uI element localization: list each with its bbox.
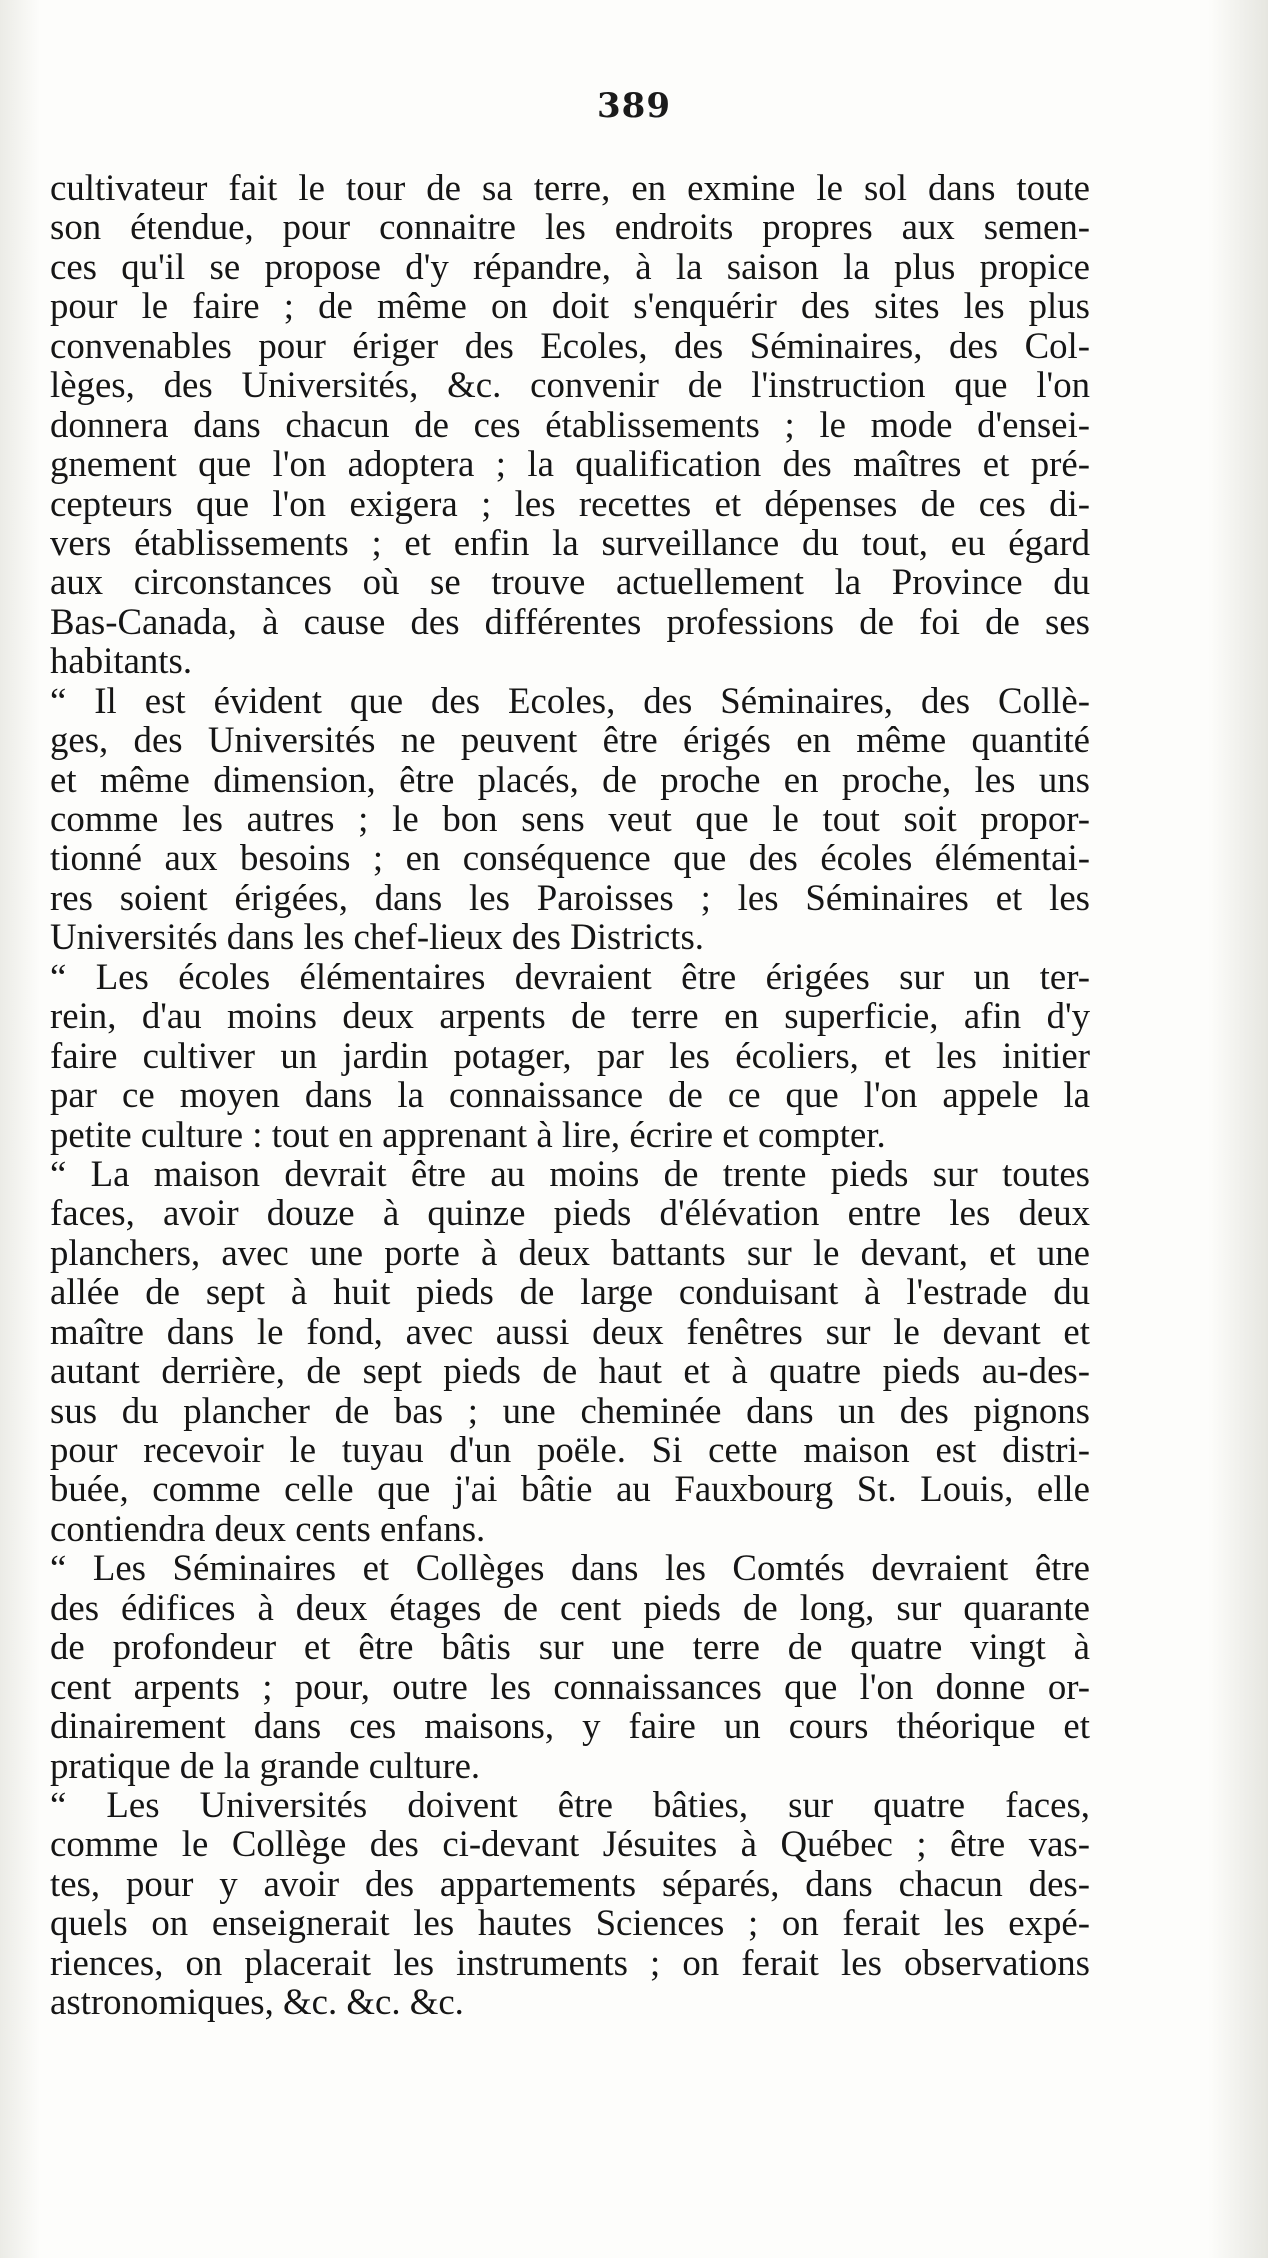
paper-shadow-left: [0, 0, 40, 2258]
text-line: pour le faire ; de même on doit s'enquérir des sites les plus: [50, 285, 1090, 327]
text-line: maître dans le fond, avec aussi deux fenêtres sur le devant et: [50, 1310, 1090, 1352]
text-line: habitants.: [50, 640, 193, 682]
text-line: donnera dans chacun de ces établissements ; le mode d'ensei-: [50, 403, 1090, 445]
paragraph: [50, 168, 1090, 681]
text-line: buée, comme celle que j'ai bâtie au Fauxbourg St. Louis, elle: [50, 1468, 1090, 1510]
text-line: de profondeur et être bâtis sur une terre de quatre vingt à: [50, 1626, 1090, 1668]
paragraph: [50, 1785, 1090, 2022]
text-line: “ Les Universités doivent être bâties, sur quatre faces,: [50, 1783, 1090, 1825]
text-line: allée de sept à huit pieds de large conduisant à l'estrade du: [50, 1271, 1090, 1313]
text-line: faire cultiver un jardin potager, par les écoliers, et les initier: [50, 1034, 1090, 1076]
paragraph: [50, 1154, 1090, 1548]
text-line: comme le Collège des ci-devant Jésuites à Québec ; être vas-: [50, 1823, 1090, 1865]
body-text: [50, 168, 1090, 2022]
text-line: riences, on placerait les instruments ; on ferait les observations: [50, 1941, 1090, 1983]
text-line: comme les autres ; le bon sens veut que le tout soit propor-: [50, 798, 1090, 839]
paragraph: [50, 681, 1090, 957]
page-number: 389: [597, 86, 671, 126]
text-line: quels on enseignerait les hautes Sciences ; on ferait les expé-: [50, 1902, 1090, 1944]
text-line: pour recevoir le tuyau d'un poële. Si cette maison est distri-: [50, 1429, 1090, 1470]
paper-shadow-right: [1208, 0, 1268, 2258]
text-line: planchers, avec une porte à deux battants sur le devant, et une: [50, 1231, 1090, 1273]
text-line: astronomiques, &c. &c. &c.: [50, 1981, 464, 2023]
text-line: des édifices à deux étages de cent pieds de long, sur quarante: [50, 1586, 1090, 1628]
text-line: faces, avoir douze à quinze pieds d'élévation entre les deux: [50, 1192, 1090, 1234]
text-line: sus du plancher de bas ; une cheminée dans un des pignons: [50, 1389, 1090, 1431]
text-line: tionné aux besoins ; en conséquence que des écoles élémentai-: [50, 837, 1090, 879]
paragraph: [50, 1548, 1090, 1785]
text-line: “ Il est évident que des Ecoles, des Séminaires, des Collè-: [50, 679, 1090, 721]
text-line: “ Les Séminaires et Collèges dans les Comtés devraient être: [50, 1547, 1090, 1589]
text-line: pratique de la grande culture.: [50, 1744, 481, 1786]
text-line: aux circonstances où se trouve actuellement la Province du: [50, 561, 1090, 603]
text-line: gnement que l'on adoptera ; la qualification des maîtres et pré-: [50, 443, 1090, 485]
text-line: cepteurs que l'on exigera ; les recettes et dépenses de ces di-: [50, 482, 1090, 524]
text-line: lèges, des Universités, &c. convenir de l'instruction que l'on: [50, 364, 1090, 406]
text-line: cent arpents ; pour, outre les connaissances que l'on donne or-: [50, 1665, 1090, 1707]
text-line: contiendra deux cents enfans.: [50, 1507, 486, 1549]
text-line: ces qu'il se propose d'y répandre, à la saison la plus propice: [50, 245, 1090, 287]
text-line: tes, pour y avoir des appartements séparés, dans chacun des-: [50, 1862, 1090, 1904]
text-line: petite culture : tout en apprenant à lire, écrire et compter.: [50, 1113, 886, 1155]
text-line: son étendue, pour connaitre les endroits propres aux semen-: [50, 206, 1090, 248]
text-line: ges, des Universités ne peuvent être érigés en même quantité: [50, 719, 1090, 761]
text-line: et même dimension, être placés, de proche en proche, les uns: [50, 758, 1090, 800]
text-line: convenables pour ériger des Ecoles, des Séminaires, des Col-: [50, 324, 1090, 366]
text-line: “ La maison devrait être au moins de trente pieds sur toutes: [50, 1152, 1090, 1194]
paragraph: [50, 957, 1090, 1154]
text-line: rein, d'au moins deux arpents de terre en superficie, afin d'y: [50, 995, 1090, 1037]
text-line: Universités dans les chef-lieux des Districts.: [50, 916, 705, 958]
text-line: cultivateur fait le tour de sa terre, en exmine le sol dans toute: [50, 167, 1090, 208]
text-line: dinairement dans ces maisons, y faire un cours théorique et: [50, 1705, 1090, 1747]
text-line: Bas-Canada, à cause des différentes professions de foi de ses: [50, 600, 1090, 642]
text-line: “ Les écoles élémentaires devraient être érigées sur un ter-: [50, 955, 1090, 997]
text-line: vers établissements ; et enfin la surveillance du tout, eu égard: [50, 521, 1090, 563]
text-line: res soient érigées, dans les Paroisses ; les Séminaires et les: [50, 876, 1090, 918]
text-line: par ce moyen dans la connaissance de ce que l'on appele la: [50, 1074, 1090, 1116]
text-line: autant derrière, de sept pieds de haut et à quatre pieds au-des-: [50, 1350, 1090, 1392]
